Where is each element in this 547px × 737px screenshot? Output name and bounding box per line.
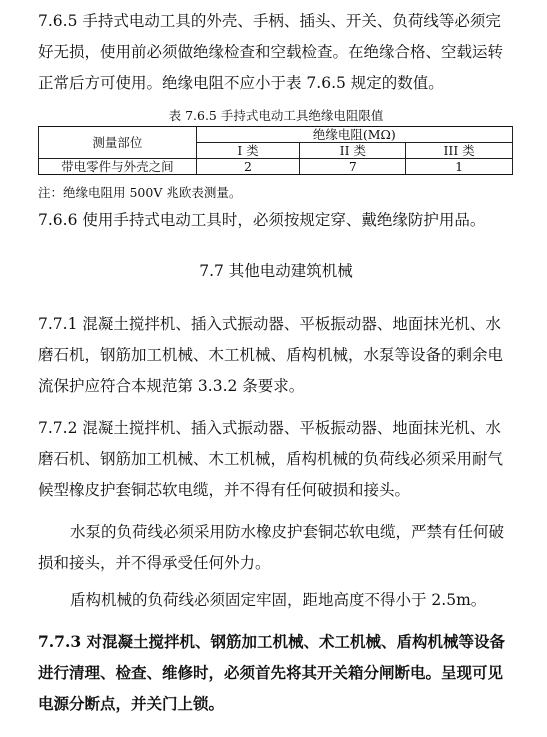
text-line: 磨石机，钢筋加工机械、木工机械、盾构机械，水泵等设备的剩余电 [38,346,504,364]
clause-7-7-2 [38,413,514,506]
clause-7-7-2-pump [70,517,514,548]
header-class-2: II 类 [300,143,406,159]
text-line: 水泵的负荷线必须采用防水橡皮护套铜芯软电缆，严禁有任何破 [70,523,505,541]
text-line: 损和接头，并不得承受任何外力。 [38,554,271,572]
header-class-1: I 类 [196,143,300,159]
clause-7-6-6 [38,205,514,236]
clause-7-7-2-pump-cont [38,548,514,579]
row-part: 带电零件与外壳之间 [39,159,197,175]
text-line: 进行清理、检查、维修时，必须首先将其开关箱分闸断电。呈现可见 [38,663,504,682]
text-line: 流保护应符合本规范第 3.3.2 条要求。 [38,377,305,395]
clause-7-7-3 [38,626,514,719]
value-class-3: 1 [406,159,513,175]
insulation-resistance-table [38,126,513,175]
header-resistance: 绝缘电阻(MΩ) [196,127,512,143]
value-class-2: 7 [300,159,406,175]
text-line: 盾构机械的负荷线必须固定牢固，距地高度不得小于 2.5m。 [70,591,487,609]
text-line: 电源分断点，并关门上锁。 [38,694,225,713]
text-line: 7.7.3 对混凝土搅拌机、钢筋加工机械、术工机械、盾构机械等设备 [38,632,506,651]
text-line: 好无损，使用前必须做绝缘检查和空载检查。在绝缘合格、空载运转 [38,43,504,61]
header-class-3: III 类 [406,143,513,159]
value-class-1: 2 [196,159,300,175]
table-header-row [39,127,513,143]
clause-7-7-2-shield [70,585,514,616]
text-line: 候型橡皮护套铜芯软电缆，并不得有任何破损和接头。 [38,481,411,499]
text-line: 7.6.6 使用手持式电动工具时，必须按规定穿、戴绝缘防护用品。 [38,211,486,229]
section-title: 7.7 其他电动建筑机械 [199,262,353,280]
text-line: 7.7.1 混凝土搅拌机、插入式振动器、平板振动器、地面抹光机、水 [38,315,501,333]
table-row [39,159,513,175]
text-line: 磨石机、钢筋加工机械、木工机械，盾构机械的负荷线必须采用耐气 [38,450,504,468]
clause-7-6-5 [38,6,514,99]
table-note: 注：绝缘电阻用 500V 兆欧表测量。 [38,185,242,200]
clause-7-7-1 [38,309,514,402]
text-line: 7.7.2 混凝土搅拌机、插入式振动器、平板振动器、地面抹光机、水 [38,419,501,437]
text-line: 7.6.5 手持式电动工具的外壳、手柄、插头、开关、负荷线等必须完 [38,12,501,30]
table-caption: 表 7.6.5 手持式电动工具绝缘电阻限值 [168,108,384,123]
header-part: 测量部位 [39,127,197,159]
text-line: 正常后方可使用。绝缘电阻不应小于表 7.6.5 规定的数值。 [38,74,444,92]
